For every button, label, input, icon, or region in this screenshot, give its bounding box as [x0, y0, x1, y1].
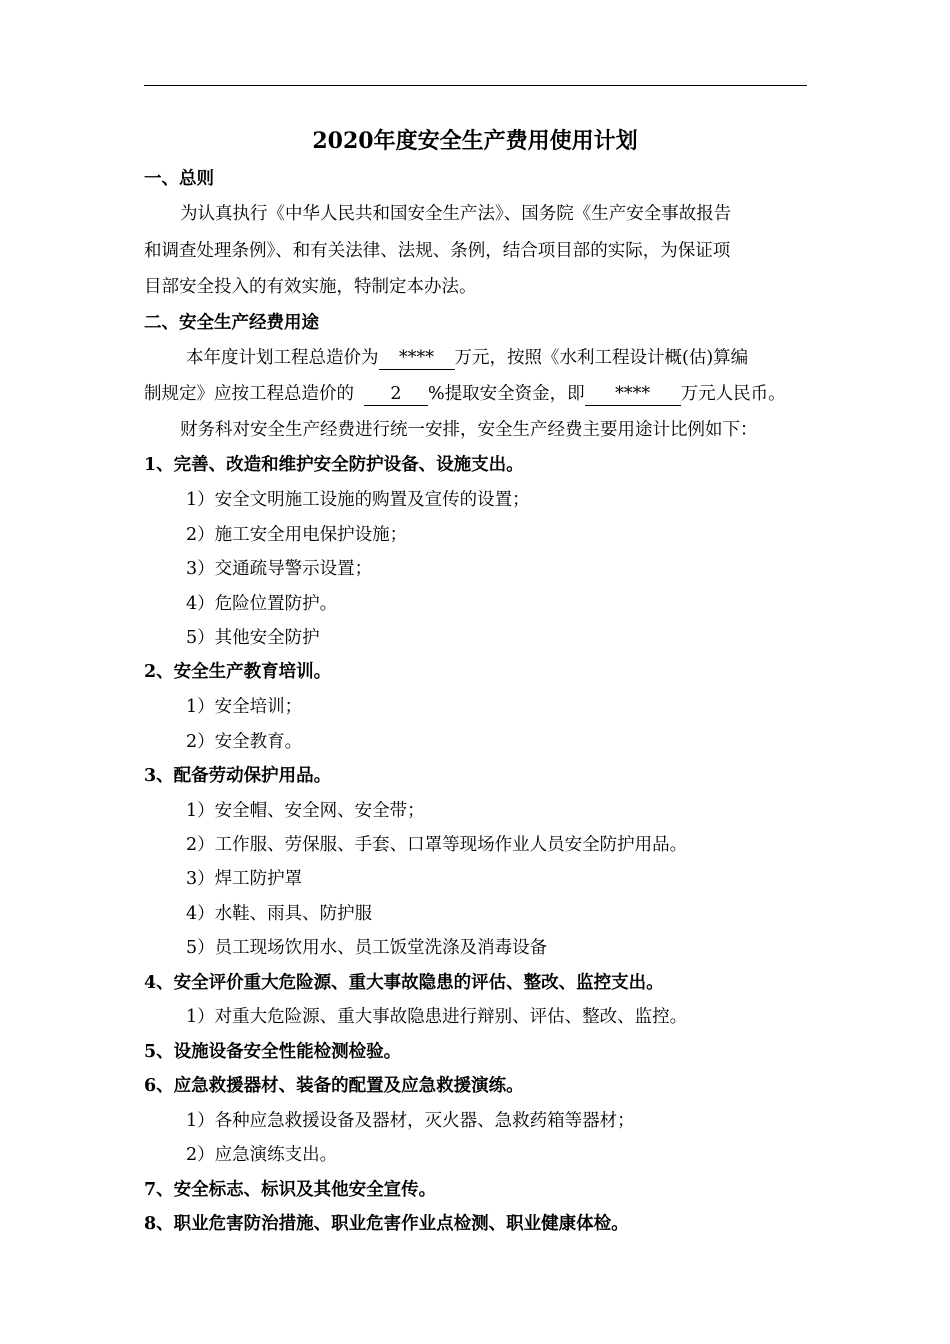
item-heading: 6、应急救援器材、装备的配置及应急救援演练。	[144, 1076, 524, 1096]
sub-item: 5）其他安全防护	[186, 628, 320, 648]
paragraph-line: 财务科对安全生产经费进行统一安排，安全生产经费主要用途计比例如下：	[180, 420, 758, 440]
section-heading-usage: 二、安全生产经费用途	[144, 313, 319, 333]
sub-item: 2）安全教育。	[186, 732, 303, 752]
sub-item: 3）焊工防护罩	[186, 869, 303, 889]
item-heading: 7、安全标志、标识及其他安全宣传。	[144, 1180, 437, 1200]
paragraph-line: 目部安全投入的有效实施，特制定本办法。	[144, 277, 477, 297]
sub-item: 2）施工安全用电保护设施；	[186, 525, 408, 545]
item-heading: 1、完善、改造和维护安全防护设备、设施支出。	[144, 455, 524, 475]
fund-amount-blank: ****	[585, 383, 681, 406]
budget-text: 万元人民币。	[680, 384, 786, 404]
section-heading-general: 一、总则	[144, 169, 214, 189]
total-cost-blank: ****	[379, 347, 455, 370]
budget-text: 本年度计划工程总造价为	[186, 348, 379, 368]
sub-item: 4）危险位置防护。	[186, 594, 338, 614]
sub-item: 1）对重大危险源、重大事故隐患进行辩别、评估、整改、监控。	[186, 1007, 688, 1027]
sub-item: 5）员工现场饮用水、员工饭堂洗涤及消毒设备	[186, 938, 548, 958]
item-heading: 5、设施设备安全性能检测检验。	[144, 1042, 402, 1062]
budget-line-2	[144, 377, 786, 411]
sub-item: 4）水鞋、雨具、防护服	[186, 904, 373, 924]
paragraph-line: 和调查处理条例》、和有关法律、法规、条例，结合项目部的实际，为保证项	[144, 241, 731, 261]
budget-text: %提取安全资金，即	[428, 384, 585, 404]
item-heading: 4、安全评价重大危险源、重大事故隐患的评估、整改、监控支出。	[144, 973, 664, 993]
budget-text: 万元，按照《水利工程设计概(估)算编	[454, 348, 749, 368]
sub-item: 3）交通疏导警示设置；	[186, 559, 373, 579]
header-rule	[144, 85, 807, 86]
sub-item: 2）应急演练支出。	[186, 1145, 338, 1165]
item-heading: 8、职业危害防治措施、职业危害作业点检测、职业健康体检。	[144, 1214, 629, 1234]
sub-item: 2）工作服、劳保服、手套、口罩等现场作业人员安全防护用品。	[186, 835, 688, 855]
document-title: 2020年度安全生产费用使用计划	[312, 128, 638, 154]
budget-line-1	[186, 341, 748, 375]
sub-item: 1）安全帽、安全网、安全带；	[186, 801, 425, 821]
budget-text: 制规定》应按工程总造价的	[144, 384, 354, 404]
paragraph-line: 为认真执行《中华人民共和国安全生产法》、国务院《生产安全事故报告	[180, 204, 732, 224]
sub-item: 1）安全文明施工设施的购置及宣传的设置；	[186, 490, 530, 510]
sub-item: 1）各种应急救援设备及器材，灭火器、急救药箱等器材；	[186, 1111, 635, 1131]
rate-blank: 2	[364, 383, 428, 406]
item-heading: 3、配备劳动保护用品。	[144, 766, 332, 786]
item-heading: 2、安全生产教育培训。	[144, 662, 332, 682]
sub-item: 1）安全培训；	[186, 697, 303, 717]
